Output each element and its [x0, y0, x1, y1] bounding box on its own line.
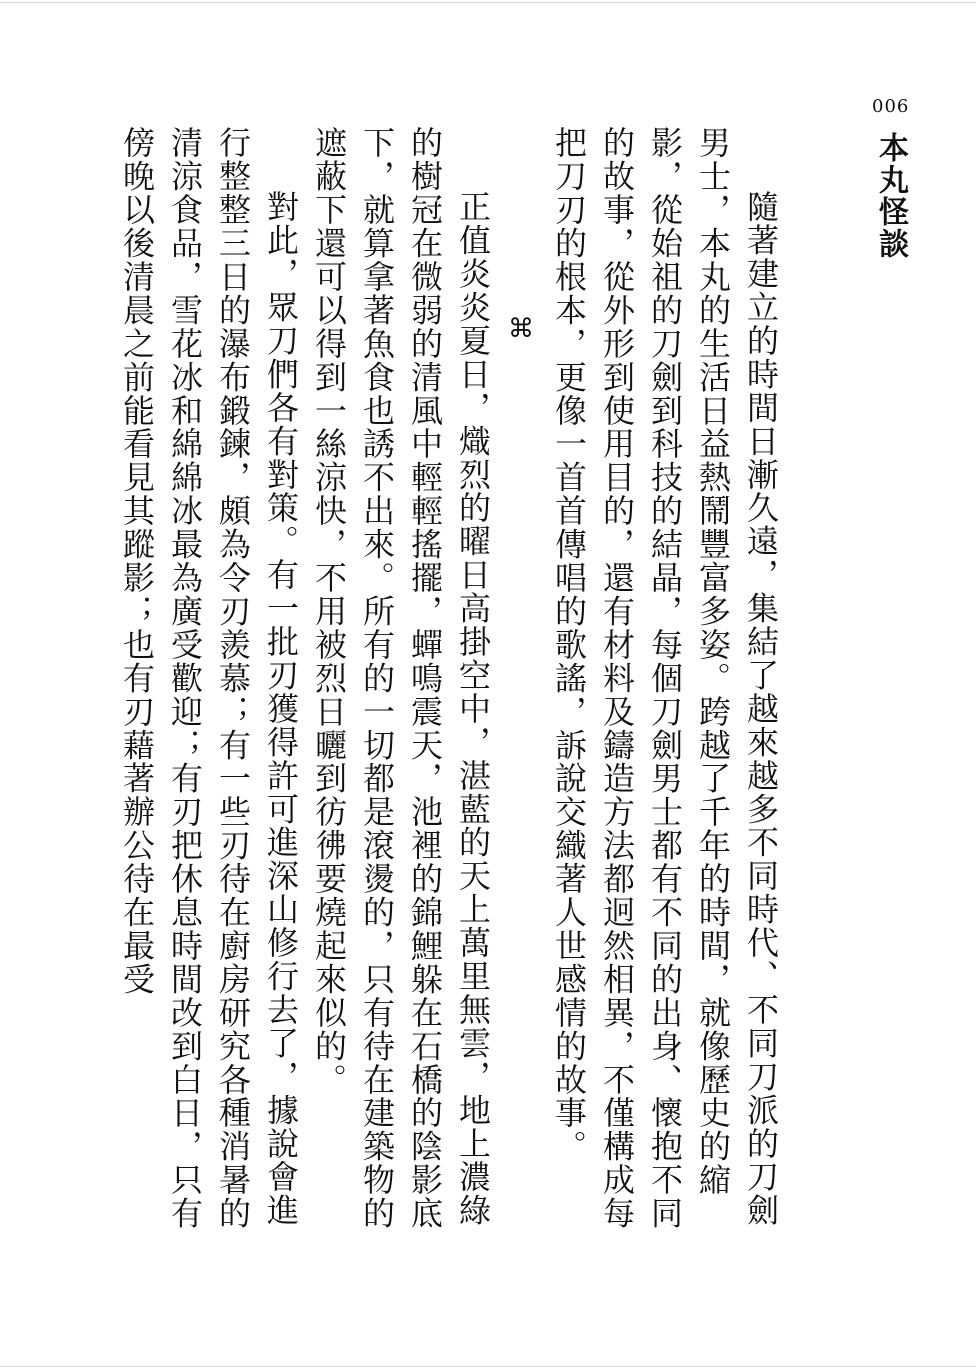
paragraph-2: 正值炎炎夏日，熾烈的曜日高掛空中，湛藍的天上萬里無雲，地上濃綠的樹冠在微弱的清風中輕輕搖擺，蟬鳴震天，池裡的錦鯉躲在石橋的陰影底下，就算拿著魚食也誘不出來。所有的一切都是滾燙的，只有待在建築物的遮蔽下還可以得到一絲涼快，不用被烈日曬到彷彿要燒起來似的。 [310, 126, 492, 1230]
paragraph-1: 隨著建立的時間日漸久遠，集結了越來越多不同時代、不同刀派的刀劍男士，本丸的生活日益熱鬧豐富多姿。跨越了千年的時間，就像歷史的縮影，從始祖的刀劍到科技的結晶，每個刀劍男士都有不同的出身、懷抱不同的故事，從外形到使用目的，還有材料及鑄造方法都迥然相異，不僅構成每把刀刃的根本，更像一首首傳唱的歌謠，訴說交織著人世感情的故事。 [550, 126, 780, 1230]
running-title: 本丸怪談 [873, 132, 908, 260]
paragraph-3: 對此，眾刀們各有對策。有一批刃獲得許可進深山修行去了，據說會進行整整三日的瀑布鍛鍊，頗為令刃羨慕；有一些刃待在廚房研究各種消暑的清涼食品，雪花冰和綿綿冰最為廣受歡迎；有刃把休息時間改到白日，只有傍晚以後清晨之前能看見其蹤影；也有刃藉著辦公待在最受 [118, 126, 300, 1230]
page-bottom-border [0, 1366, 976, 1367]
body-text [118, 126, 785, 1251]
page-top-border [0, 2, 976, 3]
scene-break-symbol: ⌘ [506, 314, 536, 346]
page-number: 006 [872, 96, 910, 117]
